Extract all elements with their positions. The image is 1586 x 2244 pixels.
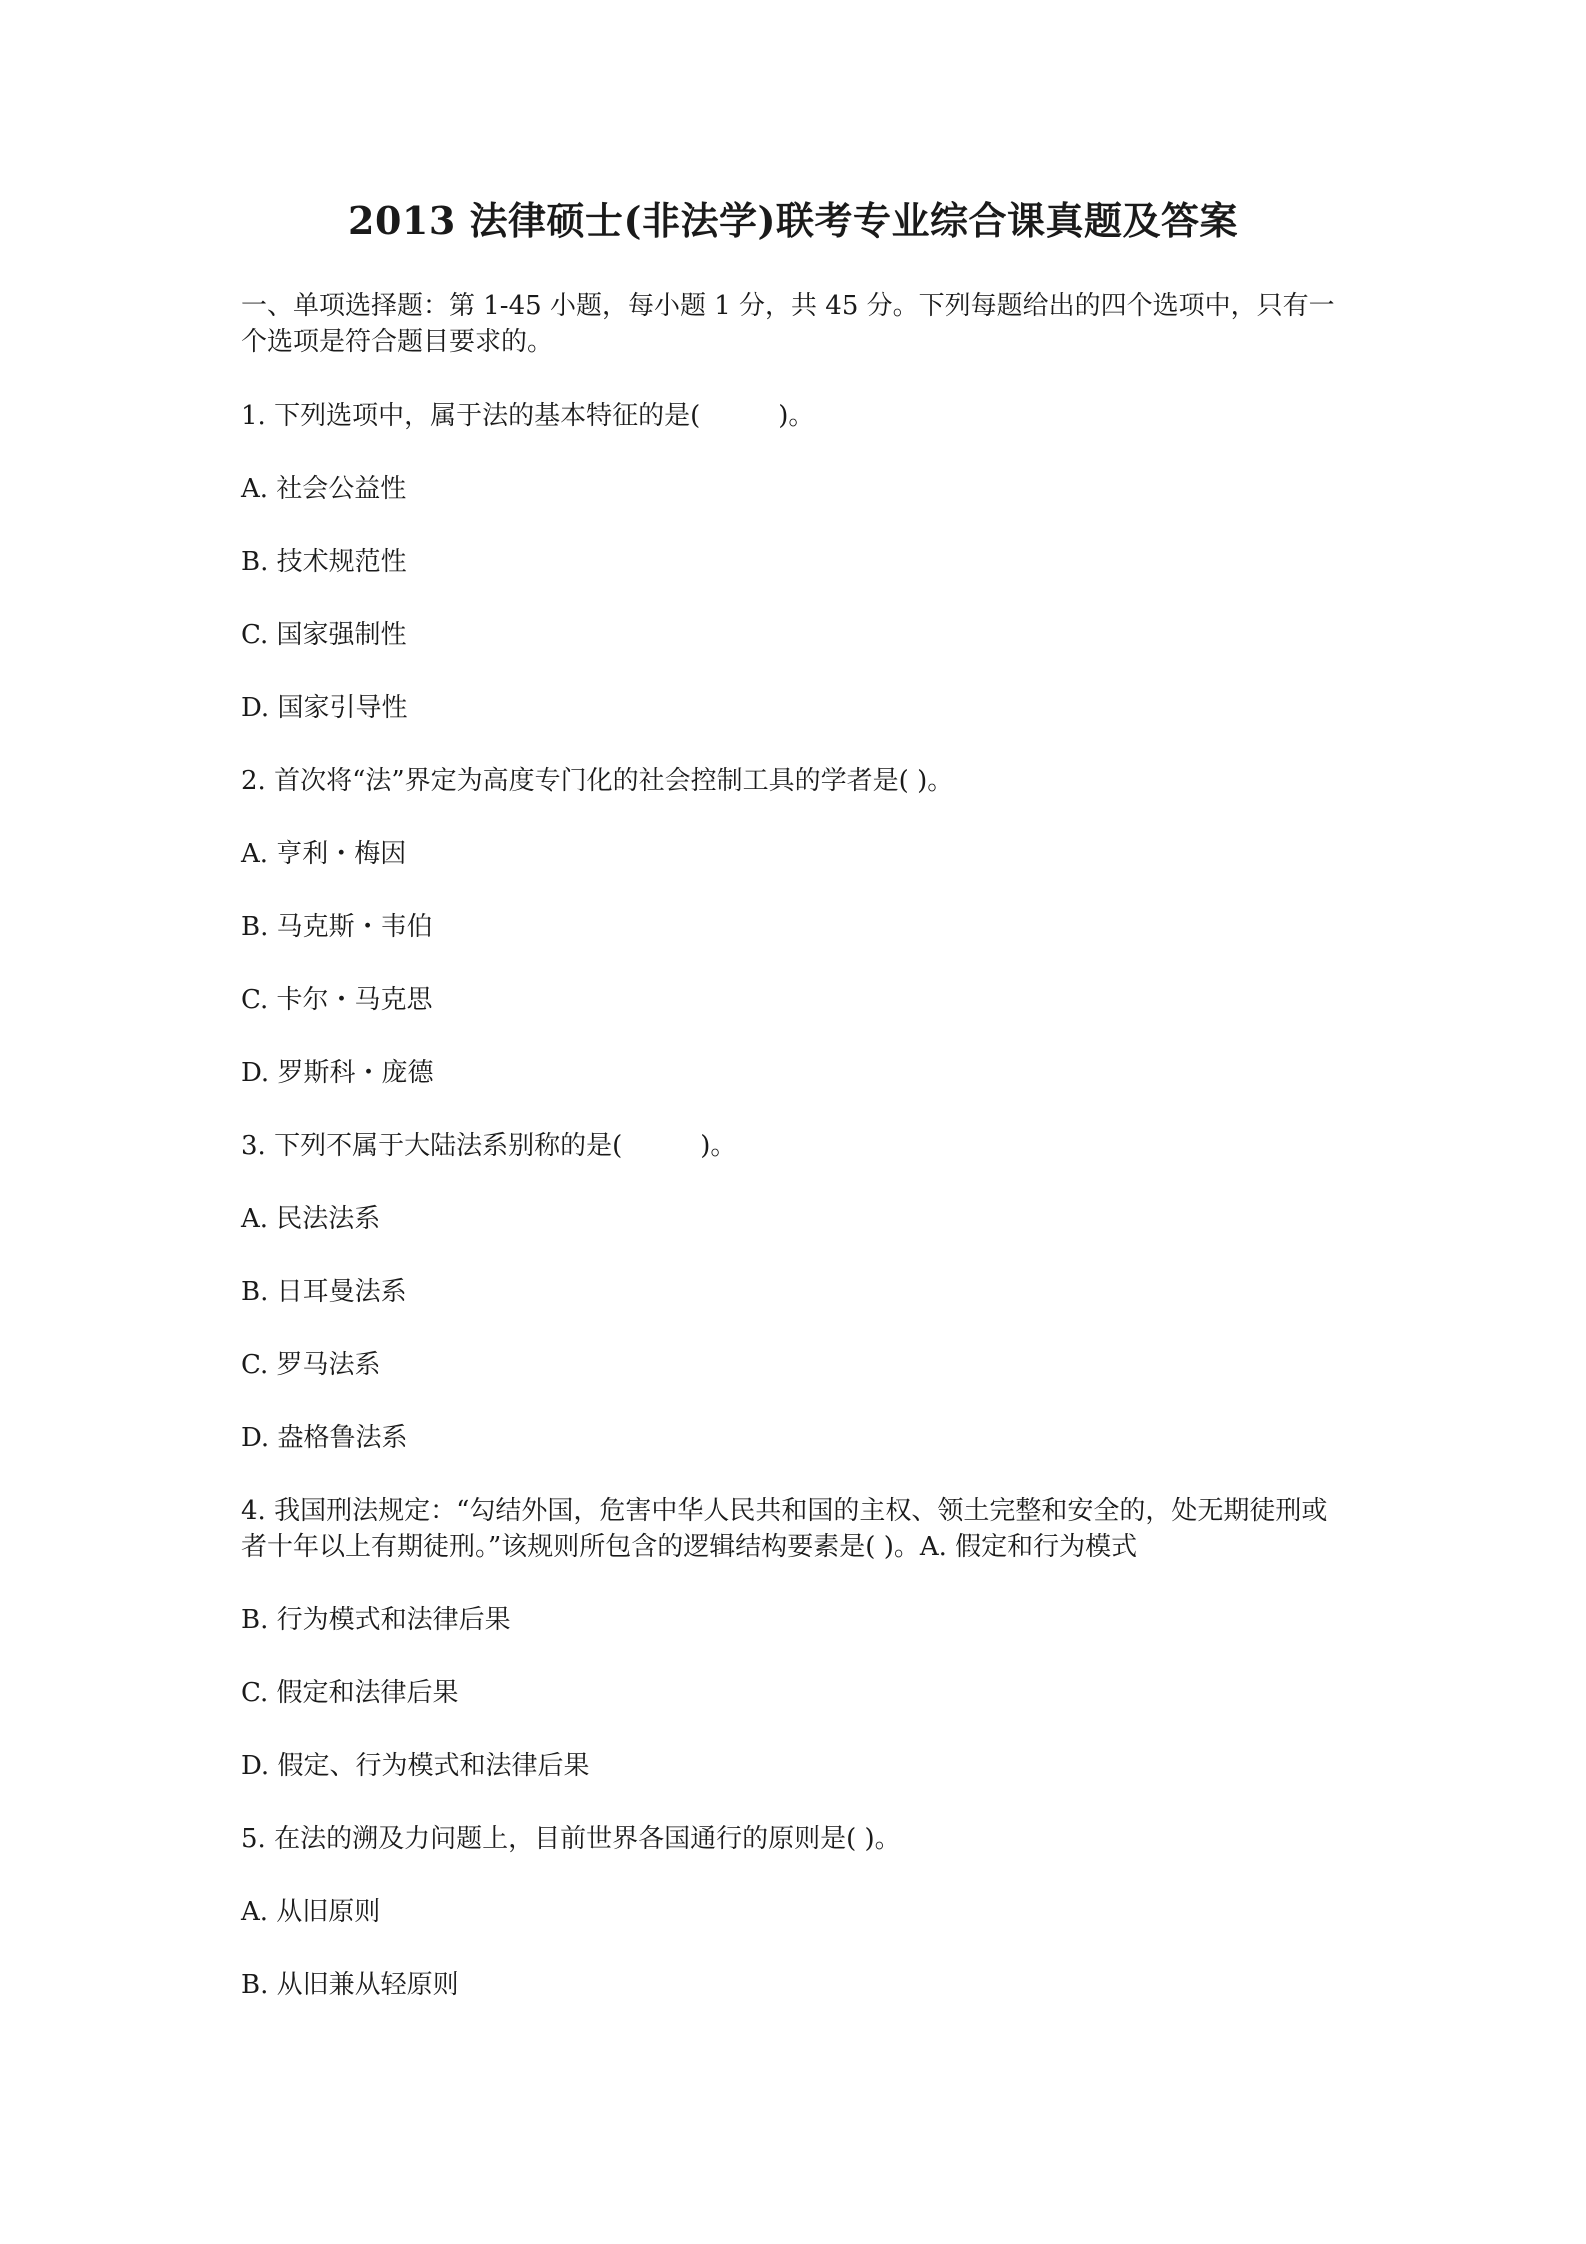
option-2c: C. 卡尔・马克思 [241,985,433,1015]
question-3: 3. 下列不属于大陆法系别称的是( )。 [241,1131,737,1161]
option-3d: D. 盎格鲁法系 [241,1423,408,1453]
document-body [241,288,1351,2040]
option-4d: D. 假定、行为模式和法律后果 [241,1751,590,1781]
option-1a: A. 社会公益性 [241,474,407,504]
question-4: 4. 我国刑法规定：“勾结外国，危害中华人民共和国的主权、领土完整和安全的，处无期徒刑或者十年以上有期徒刑。”该规则所包含的逻辑结构要素是( )。A. 假定和行为模式 [241,1496,1328,1562]
option-1d: D. 国家引导性 [241,693,408,723]
option-2b: B. 马克斯・韦伯 [241,912,433,942]
option-2d: D. 罗斯科・庞德 [241,1058,434,1088]
option-4b: B. 行为模式和法律后果 [241,1605,511,1635]
question-2: 2. 首次将“法”界定为高度专门化的社会控制工具的学者是( )。 [241,766,954,796]
option-3c: C. 罗马法系 [241,1350,381,1380]
option-5a: A. 从旧原则 [241,1897,381,1927]
option-1b: B. 技术规范性 [241,547,407,577]
option-1c: C. 国家强制性 [241,620,407,650]
document-title: 2013 法律硕士(非法学)联考专业综合课真题及答案 [348,198,1238,243]
option-2a: A. 亨利・梅因 [241,839,407,869]
option-4c: C. 假定和法律后果 [241,1678,459,1708]
section-instruction: 一、单项选择题：第 1-45 小题，每小题 1 分，共 45 分。下列每题给出的四个选项中，只有一个选项是符合题目要求的。 [241,291,1335,357]
option-5b: B. 从旧兼从轻原则 [241,1970,459,2000]
question-1: 1. 下列选项中，属于法的基本特征的是( )。 [241,401,815,431]
question-5: 5. 在法的溯及力问题上，目前世界各国通行的原则是( )。 [241,1824,901,1854]
option-3b: B. 日耳曼法系 [241,1277,407,1307]
option-3a: A. 民法法系 [241,1204,381,1234]
